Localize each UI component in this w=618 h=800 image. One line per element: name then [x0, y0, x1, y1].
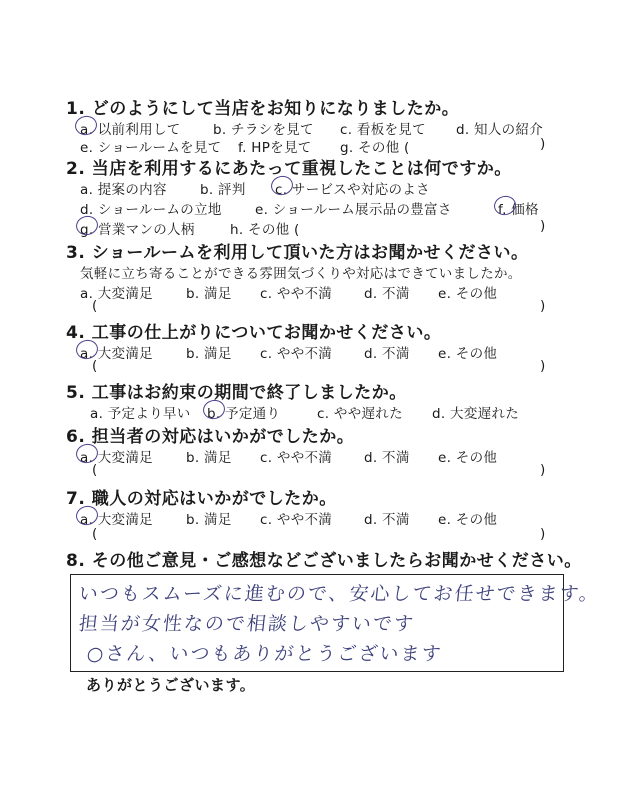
- q1-option-f[interactable]: f. HPを見て: [238, 140, 312, 156]
- q2-option-g[interactable]: g. 営業マンの人柄: [80, 222, 195, 238]
- q6-option-b[interactable]: b. 満足: [186, 450, 232, 466]
- q1-paren-close: ): [540, 136, 546, 152]
- q6-option-d[interactable]: d. 不満: [364, 450, 410, 466]
- q3-paren-open: (: [92, 298, 98, 314]
- q3-option-a[interactable]: a. 大変満足: [80, 286, 153, 302]
- q7-paren-open: (: [92, 526, 98, 542]
- question-7-title: 7. 職人の対応はいかがでしたか。: [66, 489, 337, 509]
- q6-option-c[interactable]: c. やや不満: [260, 450, 333, 466]
- q1-option-a[interactable]: a. 以前利用して: [80, 122, 181, 138]
- question-3-subtitle: 気軽に立ち寄ることができる雰囲気づくりや対応はできていましたか。: [80, 266, 522, 282]
- q7-option-a[interactable]: a. 大変満足: [80, 512, 153, 528]
- q5-option-a[interactable]: a. 予定より早い: [90, 406, 191, 422]
- q4-paren-close: ): [540, 358, 546, 374]
- comment-box[interactable]: [70, 574, 602, 672]
- comment-line-1: いつもスムーズに進むので、安心してお任せできます。: [77, 583, 602, 605]
- q1-option-e[interactable]: e. ショールームを見て: [80, 140, 222, 156]
- question-3-title: 3. ショールームを利用して頂いた方はお聞かせください。: [66, 243, 529, 263]
- q6-option-a[interactable]: a. 大変満足: [80, 450, 153, 466]
- q7-paren-close: ): [540, 526, 546, 542]
- q4-option-e[interactable]: e. その他: [438, 346, 498, 362]
- question-2-title: 2. 当店を利用するにあたって重視したことは何ですか。: [66, 159, 512, 179]
- q1-option-g[interactable]: g. その他 (: [340, 140, 410, 156]
- q5-option-c[interactable]: c. やや遅れた: [317, 406, 403, 422]
- q4-option-b[interactable]: b. 満足: [186, 346, 232, 362]
- question-1-title: 1. どのようにして当店をお知りになりましたか。: [66, 99, 460, 119]
- question-6-title: 6. 担当者の対応はいかがでしたか。: [66, 427, 355, 447]
- q7-option-e[interactable]: e. その他: [438, 512, 498, 528]
- q3-option-c[interactable]: c. やや不満: [260, 286, 333, 302]
- q2-option-h[interactable]: h. その他 (: [230, 222, 300, 238]
- q2-option-e[interactable]: e. ショールーム展示品の豊富さ: [255, 202, 452, 218]
- question-8-title: 8. その他ご意見・ご感想などございましたらお聞かせください。: [66, 551, 582, 571]
- q2-option-a[interactable]: a. 提案の内容: [80, 182, 167, 198]
- q3-paren-close: ): [540, 298, 546, 314]
- q6-option-e[interactable]: e. その他: [438, 450, 498, 466]
- q2-paren-close: ): [540, 218, 546, 234]
- q2-option-d[interactable]: d. ショールームの立地: [80, 202, 222, 218]
- q3-option-d[interactable]: d. 不満: [364, 286, 410, 302]
- comment-line-3: ○さん、いつもありがとうございます: [85, 643, 444, 665]
- q1-option-c[interactable]: c. 看板を見て: [340, 122, 426, 138]
- q1-option-b[interactable]: b. チラシを見て: [213, 122, 314, 138]
- q3-option-e[interactable]: e. その他: [438, 286, 498, 302]
- q4-option-d[interactable]: d. 不満: [364, 346, 410, 362]
- q7-option-d[interactable]: d. 不満: [364, 512, 410, 528]
- q5-option-b[interactable]: b. 予定通り: [207, 406, 281, 422]
- q7-option-c[interactable]: c. やや不満: [260, 512, 333, 528]
- q4-paren-open: (: [92, 358, 98, 374]
- question-5-title: 5. 工事はお約束の期間で終了しましたか。: [66, 383, 407, 403]
- q2-option-b[interactable]: b. 評判: [200, 182, 246, 198]
- thanks-message: ありがとうございます。: [86, 676, 256, 694]
- question-4-title: 4. 工事の仕上がりについてお聞かせください。: [66, 323, 442, 343]
- q6-paren-close: ): [540, 462, 546, 478]
- q4-option-c[interactable]: c. やや不満: [260, 346, 333, 362]
- q1-option-d[interactable]: d. 知人の紹介: [456, 122, 544, 138]
- q5-option-d[interactable]: d. 大変遅れた: [432, 406, 520, 422]
- q7-option-b[interactable]: b. 満足: [186, 512, 232, 528]
- comment-line-2: 担当が女性なので相談しやすいです: [77, 613, 417, 635]
- q2-option-c[interactable]: c. サービスや対応のよさ: [275, 182, 430, 198]
- q2-option-f[interactable]: f. 価格: [498, 202, 539, 218]
- q4-option-a[interactable]: a. 大変満足: [80, 346, 153, 362]
- q3-option-b[interactable]: b. 満足: [186, 286, 232, 302]
- q6-paren-open: (: [92, 462, 98, 478]
